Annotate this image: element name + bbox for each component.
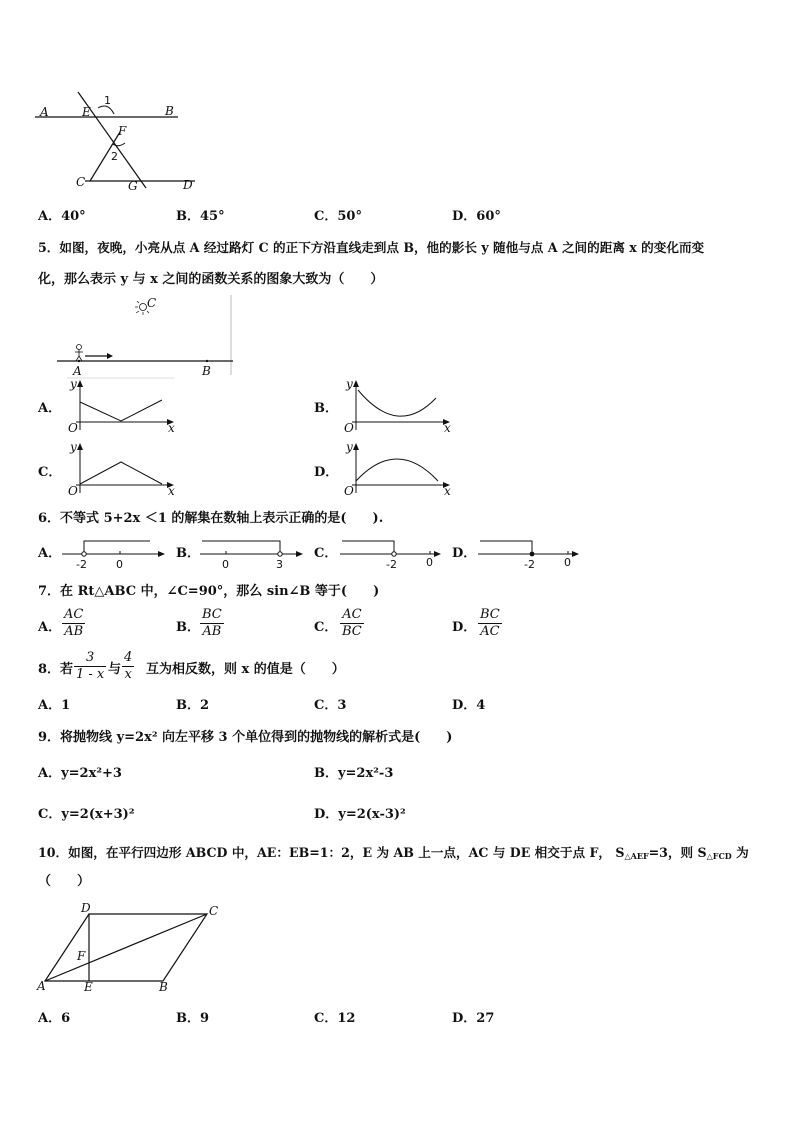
q9-option-c[interactable]: C．y=2(x+3)² bbox=[38, 807, 135, 822]
q9-option-d[interactable]: D．y=2(x-3)² bbox=[314, 807, 406, 822]
denominator: AB bbox=[202, 624, 222, 639]
y-axis-arrow bbox=[77, 443, 83, 450]
denominator: 1 - x bbox=[76, 667, 105, 682]
graph-curve bbox=[358, 390, 436, 416]
q8-prefix: 8．若 bbox=[38, 662, 74, 677]
q10-option-c[interactable]: C．12 bbox=[314, 1011, 356, 1026]
label-d: D bbox=[81, 901, 91, 915]
q5-option-c-graph[interactable] bbox=[62, 441, 182, 497]
q6-option-b-letter[interactable]: B． bbox=[176, 546, 200, 561]
q8-option-c[interactable]: C．3 bbox=[314, 698, 347, 713]
label-a: A bbox=[40, 105, 49, 119]
solution-bracket bbox=[84, 541, 150, 554]
origin-label: O bbox=[344, 421, 354, 435]
q4-figure bbox=[30, 90, 205, 200]
q5-option-b-graph[interactable] bbox=[338, 378, 458, 434]
label-point-b: B bbox=[202, 364, 211, 378]
solution-bracket bbox=[202, 541, 280, 554]
q10-option-d[interactable]: D．27 bbox=[452, 1011, 495, 1026]
tick-label-0: 0 bbox=[116, 558, 123, 571]
q7-option-a-letter[interactable]: A． bbox=[38, 620, 62, 635]
y-axis-arrow bbox=[353, 443, 359, 450]
solution-bracket bbox=[342, 541, 394, 554]
q4-option-d[interactable]: D．60° bbox=[452, 209, 501, 224]
q8-option-d[interactable]: D．4 bbox=[452, 698, 486, 713]
y-axis-arrow bbox=[77, 380, 83, 387]
q10-s-aef-value: =3，则 S bbox=[648, 845, 707, 860]
y-label: y bbox=[70, 440, 77, 454]
q4-option-c[interactable]: C．50° bbox=[314, 209, 362, 224]
angle-1-arc bbox=[98, 106, 114, 114]
q8-suffix: 互为相反数，则 x 的值是（ ） bbox=[146, 662, 345, 677]
q5-option-c-letter[interactable]: C． bbox=[38, 465, 62, 480]
numerator: AC bbox=[340, 607, 364, 624]
q9-option-b[interactable]: B．y=2x²-3 bbox=[314, 766, 394, 781]
label-d: D bbox=[183, 178, 193, 192]
q7-stem: 7．在 Rt△ABC 中，∠C=90°，那么 sin∠B 等于( ) bbox=[38, 584, 380, 599]
q7-option-b-letter[interactable]: B． bbox=[176, 620, 200, 635]
q9-option-a[interactable]: A．y=2x²+3 bbox=[38, 766, 122, 781]
q5-option-a-letter[interactable]: A． bbox=[38, 401, 62, 416]
q10-option-b[interactable]: B．9 bbox=[176, 1011, 210, 1026]
q9-stem: 9．将抛物线 y=2x² 向左平移 3 个单位得到的抛物线的解析式是( ) bbox=[38, 730, 453, 745]
label-g: G bbox=[128, 179, 138, 193]
denominator: x bbox=[124, 667, 132, 682]
q6-option-c-letter[interactable]: C． bbox=[314, 546, 338, 561]
numerator: 4 bbox=[124, 650, 133, 665]
x-label: x bbox=[168, 484, 175, 498]
q6-stem: 6．不等式 5+2x ＜1 的解集在数轴上表示正确的是( ). bbox=[38, 511, 384, 526]
open-endpoint bbox=[392, 552, 396, 556]
segment-ac bbox=[45, 914, 207, 981]
open-endpoint bbox=[278, 552, 282, 556]
q10-s-fcd-sub: △FCD bbox=[706, 851, 732, 861]
axis-arrow bbox=[158, 551, 165, 557]
graph-line bbox=[80, 462, 162, 484]
q6-option-d-numberline[interactable] bbox=[476, 536, 586, 572]
y-label: y bbox=[346, 377, 353, 391]
label-e: E bbox=[82, 105, 91, 119]
q8-option-b[interactable]: B．2 bbox=[176, 698, 210, 713]
q10-stem-text: 10．如图，在平行四边形 ABCD 中，AE：EB=1：2，E 为 AB 上一点，AC 与 DE 相交于点 F， bbox=[38, 845, 611, 860]
label-e: E bbox=[84, 980, 93, 994]
label-angle-2: 2 bbox=[111, 150, 118, 163]
origin-label: O bbox=[68, 484, 78, 498]
point-b bbox=[206, 360, 208, 362]
label-a: A bbox=[37, 979, 46, 993]
label-f: F bbox=[118, 124, 127, 138]
direction-arrow-head bbox=[107, 353, 113, 359]
y-axis-arrow bbox=[353, 380, 359, 387]
graph-line bbox=[80, 400, 162, 421]
label-angle-1: 1 bbox=[104, 94, 111, 107]
open-endpoint bbox=[82, 552, 86, 556]
q5-stem-line2: 化，那么表示 y 与 x 之间的函数关系的图象大致为（ ） bbox=[38, 272, 384, 287]
tick-label-0: 0 bbox=[564, 556, 571, 569]
y-label: y bbox=[346, 440, 353, 454]
denominator: BC bbox=[342, 624, 362, 639]
tick-label-0: 0 bbox=[222, 558, 229, 571]
q8-fraction-2 bbox=[122, 650, 134, 683]
numerator: BC bbox=[202, 607, 222, 622]
q7-option-d-letter[interactable]: D． bbox=[452, 620, 477, 635]
origin-label: O bbox=[68, 421, 78, 435]
origin-label: O bbox=[344, 484, 354, 498]
axis-arrow bbox=[572, 551, 579, 557]
axis-arrow bbox=[434, 551, 441, 557]
label-b: B bbox=[165, 104, 174, 118]
q5-option-b-letter[interactable]: B． bbox=[314, 401, 338, 416]
tick-label-neg2: -2 bbox=[524, 558, 535, 571]
q10-parallelogram-figure bbox=[35, 902, 230, 998]
q7-option-c-letter[interactable]: C． bbox=[314, 620, 338, 635]
q10-stem-line2: （ ） bbox=[38, 874, 91, 889]
q6-option-b-numberline[interactable] bbox=[198, 536, 308, 572]
q10-stem-line1 bbox=[38, 845, 749, 864]
q8-fraction-1 bbox=[74, 650, 106, 683]
q5-option-a-graph[interactable] bbox=[62, 378, 182, 434]
q7-option-c-fraction[interactable] bbox=[340, 607, 364, 640]
q6-option-c-numberline[interactable] bbox=[338, 536, 448, 572]
q8-option-a[interactable]: A．1 bbox=[38, 698, 71, 713]
denominator: AC bbox=[480, 624, 500, 639]
tick-label-3: 3 bbox=[276, 558, 283, 571]
label-c: C bbox=[209, 904, 219, 918]
q10-option-a[interactable]: A．6 bbox=[38, 1011, 71, 1026]
q6-option-d-letter[interactable]: D． bbox=[452, 546, 477, 561]
q5-stem-line1: 5．如图，夜晚，小亮从点 A 经过路灯 C 的正下方沿直线走到点 B，他的影长 y 随他与点 A 之间的距离 x 的变化而变 bbox=[38, 240, 705, 255]
numerator: 3 bbox=[74, 650, 106, 667]
q5-option-d-letter[interactable]: D． bbox=[314, 465, 339, 480]
q7-option-b-fraction[interactable] bbox=[200, 607, 224, 640]
denominator: AB bbox=[64, 624, 84, 639]
x-label: x bbox=[444, 484, 451, 498]
q5-scene-figure bbox=[55, 295, 240, 380]
y-label: y bbox=[70, 377, 77, 391]
q8-mid: 与 bbox=[108, 662, 122, 677]
closed-endpoint bbox=[530, 552, 535, 557]
q7-option-a-fraction[interactable] bbox=[62, 607, 85, 640]
person-icon bbox=[75, 345, 83, 362]
q4-option-a[interactable]: A．40° bbox=[38, 209, 86, 224]
q6-option-a-numberline[interactable] bbox=[62, 536, 172, 572]
numerator: BC bbox=[480, 607, 500, 622]
q6-option-a-letter[interactable]: A． bbox=[38, 546, 62, 561]
label-c: C bbox=[76, 175, 86, 189]
axis-arrow bbox=[296, 551, 303, 557]
label-f: F bbox=[77, 949, 86, 963]
tick-label-neg2: -2 bbox=[76, 558, 87, 571]
q5-option-d-graph[interactable] bbox=[338, 441, 458, 497]
graph-curve bbox=[356, 459, 438, 481]
q7-option-d-fraction[interactable] bbox=[478, 607, 502, 640]
q10-s-aef: S bbox=[615, 845, 625, 860]
point-a bbox=[78, 360, 80, 362]
solution-bracket bbox=[480, 541, 532, 554]
q10-s-aef-sub: △AEF bbox=[624, 851, 649, 861]
label-point-a: A bbox=[73, 364, 82, 378]
x-label: x bbox=[168, 421, 175, 435]
numerator: AC bbox=[64, 607, 84, 622]
label-b: B bbox=[159, 980, 168, 994]
tick-label-0: 0 bbox=[426, 556, 433, 569]
label-lamp-c: C bbox=[147, 296, 157, 310]
tick-label-neg2: -2 bbox=[386, 558, 397, 571]
x-label: x bbox=[444, 421, 451, 435]
q4-option-b[interactable]: B．45° bbox=[176, 209, 225, 224]
q10-stem-end: 为 bbox=[731, 845, 749, 860]
